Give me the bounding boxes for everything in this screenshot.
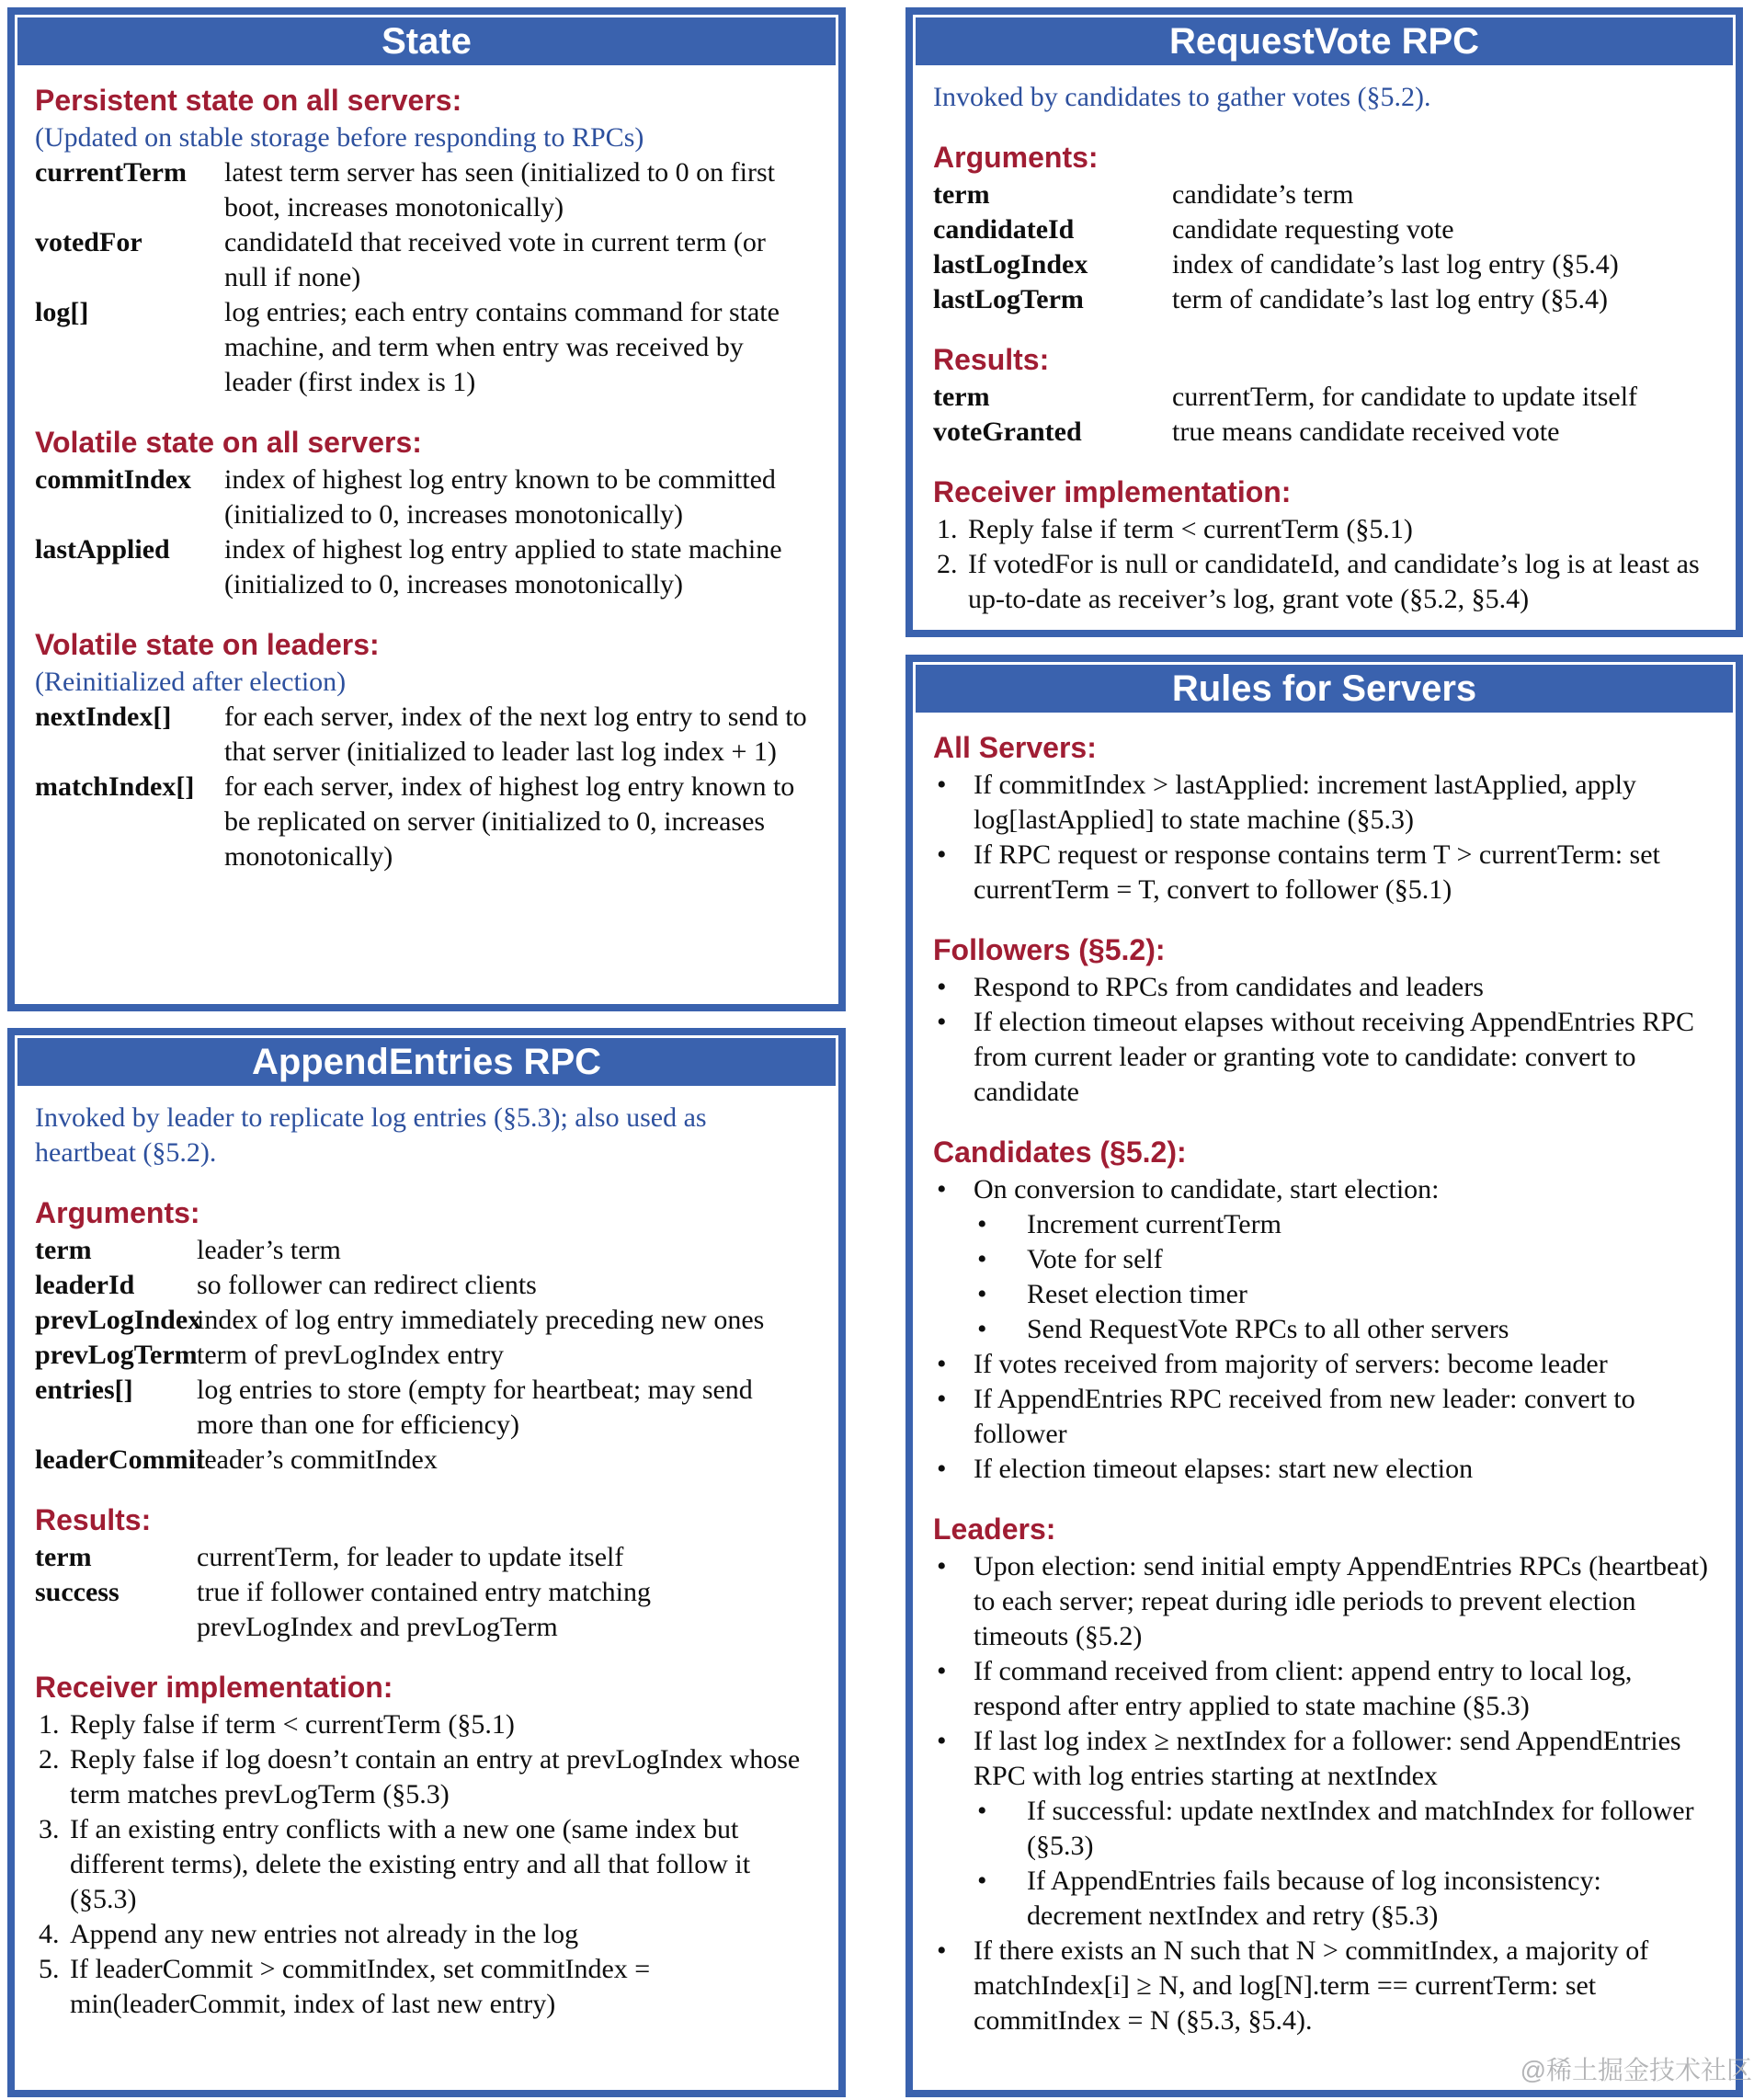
numbered-row — [35, 1812, 811, 1917]
panel-rules-body — [913, 713, 1736, 2049]
def-term: leaderId — [35, 1270, 135, 1300]
bullet-list — [933, 970, 1708, 1110]
bullet-item: If last log index ≥ nextIndex for a follower: send AppendEntries RPC with log entries starting at nextIndex — [974, 1726, 1681, 1791]
bullet-marker: • — [937, 839, 947, 870]
bullet-marker: • — [937, 1656, 947, 1686]
def-desc: candidate’s term — [1172, 179, 1354, 210]
def-desc: candidateId that received vote in current term (or null if none) — [224, 227, 766, 292]
numbered-row — [933, 512, 1712, 547]
definition-row — [35, 1268, 811, 1303]
bullet-list — [933, 1172, 1708, 1487]
panel-append-entries-body — [15, 1086, 838, 2033]
bullet-item: Upon election: send initial empty AppendEntries RPCs (heartbeat) to each server; repeat during idle periods to prevent election timeouts (§5.2) — [974, 1551, 1708, 1651]
bullet-marker: • — [937, 1726, 947, 1756]
definition-row — [35, 770, 814, 874]
numbered-index: 4. — [39, 1919, 60, 1949]
def-desc: for each server, index of highest log entry known to be replicated on server (initialized to 0, increases monotonically) — [224, 771, 795, 872]
def-desc: index of highest log entry applied to state machine (initialized to 0, increases monotonically) — [224, 534, 782, 599]
bullet-marker: • — [937, 1384, 947, 1414]
bullet-item: If election timeout elapses: start new election — [974, 1454, 1474, 1484]
definition-row — [35, 155, 814, 225]
def-term: lastLogIndex — [933, 249, 1088, 280]
definition-row — [933, 212, 1712, 247]
bullet-item: Respond to RPCs from candidates and leaders — [974, 972, 1484, 1002]
sub-bullet-marker: • — [977, 1314, 987, 1344]
section-heading: Receiver implementation: — [35, 1671, 393, 1704]
bullet-row — [933, 1382, 1708, 1452]
bullet-row — [933, 838, 1708, 907]
bullet-list — [933, 768, 1708, 907]
bullet-item: If election timeout elapses without receiving AppendEntries RPC from current leader or granting vote to candidate: convert to candidate — [974, 1007, 1694, 1107]
bullet-item: If there exists an N such that N > commitIndex, a majority of matchIndex[i] ≥ N, and log[N].term == currentTerm: set commitIndex = N (§5.3, §5.4). — [974, 1935, 1649, 2036]
definition-row — [35, 1575, 811, 1645]
definition-list — [35, 1540, 811, 1645]
numbered-row — [35, 1917, 811, 1952]
numbered-index: 2. — [39, 1744, 60, 1775]
bullet-item: If commitIndex > lastApplied: increment lastApplied, apply log[lastApplied] to state machine (§5.3) — [974, 770, 1636, 835]
def-term: lastLogTerm — [933, 284, 1084, 314]
def-desc: latest term server has seen (initialized to 0 on first boot, increases monotonically) — [224, 157, 775, 223]
definition-list — [933, 380, 1712, 450]
def-term: nextIndex[] — [35, 702, 172, 732]
definition-row — [933, 247, 1712, 282]
def-desc: for each server, index of the next log entry to send to that server (initialized to leader last log index + 1) — [224, 702, 807, 767]
bullet-marker: • — [937, 770, 947, 800]
def-desc: index of candidate’s last log entry (§5.4) — [1172, 249, 1619, 280]
numbered-item: Reply false if term < currentTerm (§5.1) — [968, 514, 1413, 544]
numbered-index: 1. — [39, 1709, 60, 1740]
numbered-item: If an existing entry conflicts with a new one (same index but different terms), delete the existing entry and all that follow it (§5.3) — [70, 1814, 751, 1914]
definition-row — [933, 282, 1712, 317]
panel-append-entries-rpc — [7, 1028, 846, 2097]
bullet-marker: • — [937, 1551, 947, 1581]
bullet-row — [933, 1934, 1708, 2038]
definition-row — [35, 1373, 811, 1443]
numbered-row — [35, 1707, 811, 1742]
bullet-row — [933, 1549, 1708, 1654]
sub-bullet-row — [974, 1207, 1708, 1242]
note-text: Invoked by candidates to gather votes (§5.2). — [933, 82, 1431, 112]
def-desc: log entries to store (empty for heartbeat; may send more than one for efficiency) — [197, 1375, 753, 1440]
definition-list — [35, 155, 814, 400]
def-desc: index of log entry immediately preceding new ones — [197, 1305, 765, 1335]
section-heading: Results: — [933, 343, 1050, 376]
bullet-row — [933, 970, 1708, 1005]
bullet-row — [933, 1347, 1708, 1382]
bullet-row — [933, 1005, 1708, 1110]
panel-state-body — [15, 65, 838, 885]
definition-list — [933, 177, 1712, 317]
def-term: matchIndex[] — [35, 771, 195, 802]
definition-row — [35, 295, 814, 400]
sub-bullet-item: Send RequestVote RPCs to all other servers — [1027, 1314, 1509, 1344]
numbered-item: If votedFor is null or candidateId, and candidate’s log is at least as up-to-date as receiver’s log, grant vote (§5.2, §5.4) — [968, 549, 1700, 614]
section-heading: Volatile state on leaders: — [35, 628, 380, 661]
sub-bullet-item: Reset election timer — [1027, 1279, 1247, 1309]
definition-row — [933, 380, 1712, 415]
def-term: term — [933, 382, 990, 412]
bullet-list — [933, 1549, 1708, 2038]
bullet-row — [933, 768, 1708, 838]
panel-state-title: State — [17, 17, 836, 65]
definition-row — [35, 1540, 811, 1575]
def-term: prevLogIndex — [35, 1305, 202, 1335]
def-term: log[] — [35, 297, 89, 327]
numbered-row — [35, 1952, 811, 2022]
definition-row — [35, 532, 814, 602]
section-heading: Receiver implementation: — [933, 475, 1292, 508]
def-term: lastApplied — [35, 534, 170, 565]
note-text: (Reinitialized after election) — [35, 667, 347, 697]
def-term: entries[] — [35, 1375, 133, 1405]
bullet-row — [933, 1172, 1708, 1207]
numbered-list — [933, 512, 1712, 617]
bullet-item: On conversion to candidate, start election: — [974, 1174, 1440, 1204]
bullet-marker: • — [937, 1349, 947, 1379]
def-desc: currentTerm, for leader to update itself — [197, 1542, 624, 1572]
definition-row — [35, 1338, 811, 1373]
def-term: term — [933, 179, 990, 210]
numbered-item: Reply false if log doesn’t contain an entry at prevLogIndex whose term matches prevLogTerm (§5.3) — [70, 1744, 801, 1809]
section-heading: Arguments: — [35, 1196, 200, 1229]
bullet-marker: • — [937, 1454, 947, 1484]
numbered-row — [933, 547, 1712, 617]
definition-row — [35, 462, 814, 532]
definition-list — [35, 1233, 811, 1478]
numbered-row — [35, 1742, 811, 1812]
numbered-index: 3. — [39, 1814, 60, 1844]
def-desc: true means candidate received vote — [1172, 417, 1560, 447]
section-heading: Leaders: — [933, 1512, 1056, 1546]
bullet-row — [933, 1724, 1708, 1794]
sub-bullet-row — [974, 1794, 1708, 1864]
bullet-row — [933, 1452, 1708, 1487]
definition-row — [35, 700, 814, 770]
section-heading: Candidates (§5.2): — [933, 1136, 1187, 1169]
note-text: (Updated on stable storage before responding to RPCs) — [35, 122, 644, 153]
numbered-list — [35, 1707, 811, 2022]
sub-bullet-item: Increment currentTerm — [1027, 1209, 1281, 1239]
sub-bullet-marker: • — [977, 1866, 987, 1896]
watermark: @稀土掘金技术社区 — [1520, 2056, 1752, 2084]
definition-row — [35, 1233, 811, 1268]
sub-bullet-marker: • — [977, 1279, 987, 1309]
numbered-item: Reply false if term < currentTerm (§5.1) — [70, 1709, 515, 1740]
def-desc: index of highest log entry known to be committed (initialized to 0, increases monotonically) — [224, 464, 776, 530]
def-desc: log entries; each entry contains command for state machine, and term when entry was received by leader (first index is 1) — [224, 297, 780, 397]
def-term: prevLogTerm — [35, 1340, 198, 1370]
sub-bullet-marker: • — [977, 1244, 987, 1274]
sub-bullet-row — [974, 1312, 1708, 1347]
panel-request-vote-rpc — [905, 7, 1743, 637]
panel-append-entries-title: AppendEntries RPC — [17, 1038, 836, 1086]
bullet-item: If votes received from majority of servers: become leader — [974, 1349, 1608, 1379]
sub-bullet-item: Vote for self — [1027, 1244, 1163, 1274]
def-term: voteGranted — [933, 417, 1082, 447]
sub-bullet-row — [974, 1864, 1708, 1934]
def-desc: so follower can redirect clients — [197, 1270, 537, 1300]
definition-row — [35, 225, 814, 295]
section-heading: Volatile state on all servers: — [35, 426, 422, 459]
section-heading: All Servers: — [933, 731, 1097, 764]
def-term: candidateId — [933, 214, 1075, 245]
note-text: Invoked by leader to replicate log entries (§5.3); also used as heartbeat (§5.2). — [35, 1102, 707, 1168]
section-heading: Persistent state on all servers: — [35, 84, 462, 117]
definition-row — [35, 1443, 811, 1478]
def-term: votedFor — [35, 227, 142, 257]
def-desc: currentTerm, for candidate to update itself — [1172, 382, 1638, 412]
def-term: currentTerm — [35, 157, 187, 188]
sub-bullet-item: If successful: update nextIndex and matchIndex for follower (§5.3) — [1027, 1796, 1694, 1861]
bullet-marker: • — [937, 1935, 947, 1966]
bullet-item: If AppendEntries RPC received from new leader: convert to follower — [974, 1384, 1635, 1449]
def-term: success — [35, 1577, 120, 1607]
def-desc: leader’s commitIndex — [197, 1444, 438, 1475]
bullet-marker: • — [937, 1007, 947, 1037]
def-term: leaderCommit — [35, 1444, 205, 1475]
numbered-index: 2. — [937, 549, 958, 579]
section-heading: Followers (§5.2): — [933, 933, 1166, 966]
definition-list — [35, 462, 814, 602]
bullet-marker: • — [937, 1174, 947, 1204]
left-column — [7, 7, 846, 2097]
panel-request-vote-body — [913, 65, 1736, 628]
numbered-item: Append any new entries not already in the log — [70, 1919, 579, 1949]
def-desc: true if follower contained entry matching prevLogIndex and prevLogTerm — [197, 1577, 651, 1642]
bullet-row — [933, 1654, 1708, 1724]
numbered-index: 1. — [937, 514, 958, 544]
panel-rules-for-servers — [905, 655, 1743, 2097]
bullet-marker: • — [937, 972, 947, 1002]
definition-row — [933, 415, 1712, 450]
definition-row — [933, 177, 1712, 212]
def-desc: candidate requesting vote — [1172, 214, 1454, 245]
numbered-item: If leaderCommit > commitIndex, set commitIndex = min(leaderCommit, index of last new entry) — [70, 1954, 651, 2019]
def-term: commitIndex — [35, 464, 191, 495]
sub-bullet-item: If AppendEntries fails because of log inconsistency: decrement nextIndex and retry (§5.3) — [1027, 1866, 1601, 1931]
def-desc: term of prevLogIndex entry — [197, 1340, 505, 1370]
sub-bullet-marker: • — [977, 1209, 987, 1239]
sub-bullet-row — [974, 1242, 1708, 1277]
def-term: term — [35, 1542, 92, 1572]
bullet-item: If command received from client: append entry to local log, respond after entry applied to state machine (§5.3) — [974, 1656, 1633, 1721]
numbered-index: 5. — [39, 1954, 60, 1984]
section-heading: Arguments: — [933, 141, 1099, 174]
definition-row — [35, 1303, 811, 1338]
bullet-item: If RPC request or response contains term T > currentTerm: set currentTerm = T, convert to follower (§5.1) — [974, 839, 1660, 905]
panel-state — [7, 7, 846, 1011]
sub-bullet-marker: • — [977, 1796, 987, 1826]
def-desc: term of candidate’s last log entry (§5.4) — [1172, 284, 1609, 314]
sub-bullet-row — [974, 1277, 1708, 1312]
def-desc: leader’s term — [197, 1235, 341, 1265]
panel-request-vote-title: RequestVote RPC — [916, 17, 1733, 65]
right-column — [905, 7, 1743, 2097]
def-term: term — [35, 1235, 92, 1265]
panel-rules-title: Rules for Servers — [916, 665, 1733, 713]
definition-list — [35, 700, 814, 874]
section-heading: Results: — [35, 1503, 152, 1536]
